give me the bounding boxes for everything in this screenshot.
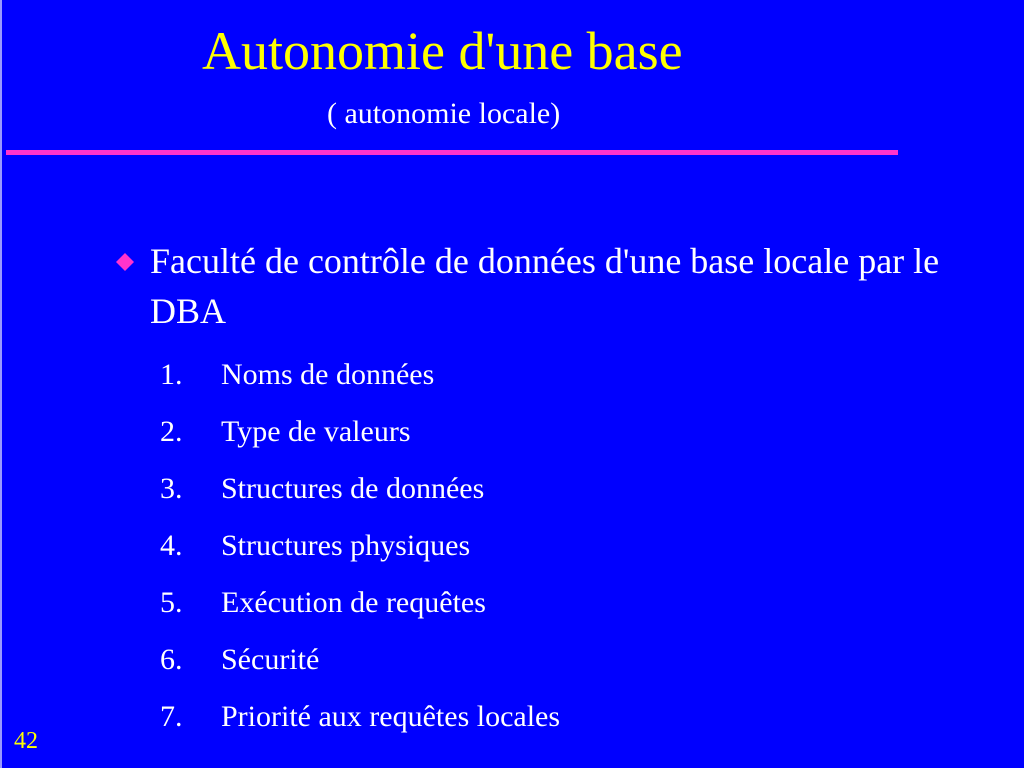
- list-item-number: 6.: [160, 643, 183, 676]
- page-number: 42: [14, 728, 38, 754]
- list-item-label: Sécurité: [221, 643, 320, 676]
- list-item: [160, 407, 560, 464]
- list-item-number: 7.: [160, 700, 183, 733]
- list-item-number: 1.: [160, 358, 183, 391]
- list-item: [160, 464, 560, 521]
- list-item-label: Structures physiques: [221, 529, 471, 562]
- list-item: [160, 350, 560, 407]
- title-divider: [6, 150, 898, 155]
- list-item-number: 3.: [160, 472, 183, 505]
- slide-subtitle: ( autonomie locale): [327, 97, 561, 130]
- slide-title: Autonomie d'une base: [202, 21, 683, 81]
- numbered-list: [160, 350, 560, 749]
- list-item-number: 4.: [160, 529, 183, 562]
- list-item-number: 2.: [160, 415, 183, 448]
- list-item-label: Structures de données: [221, 472, 485, 505]
- list-item: [160, 635, 560, 692]
- list-item: [160, 521, 560, 578]
- bullet-item: [114, 236, 974, 336]
- list-item-label: Exécution de requêtes: [221, 586, 486, 619]
- list-item-number: 5.: [160, 586, 183, 619]
- bullet-text: Faculté de contrôle de données d'une base locale par le DBA: [150, 241, 940, 331]
- list-item: [160, 692, 560, 749]
- list-item-label: Type de valeurs: [221, 415, 411, 448]
- list-item: [160, 578, 560, 635]
- list-item-label: Noms de données: [221, 358, 435, 391]
- list-item-label: Priorité aux requêtes locales: [221, 700, 561, 733]
- diamond-bullet-icon: [116, 253, 134, 271]
